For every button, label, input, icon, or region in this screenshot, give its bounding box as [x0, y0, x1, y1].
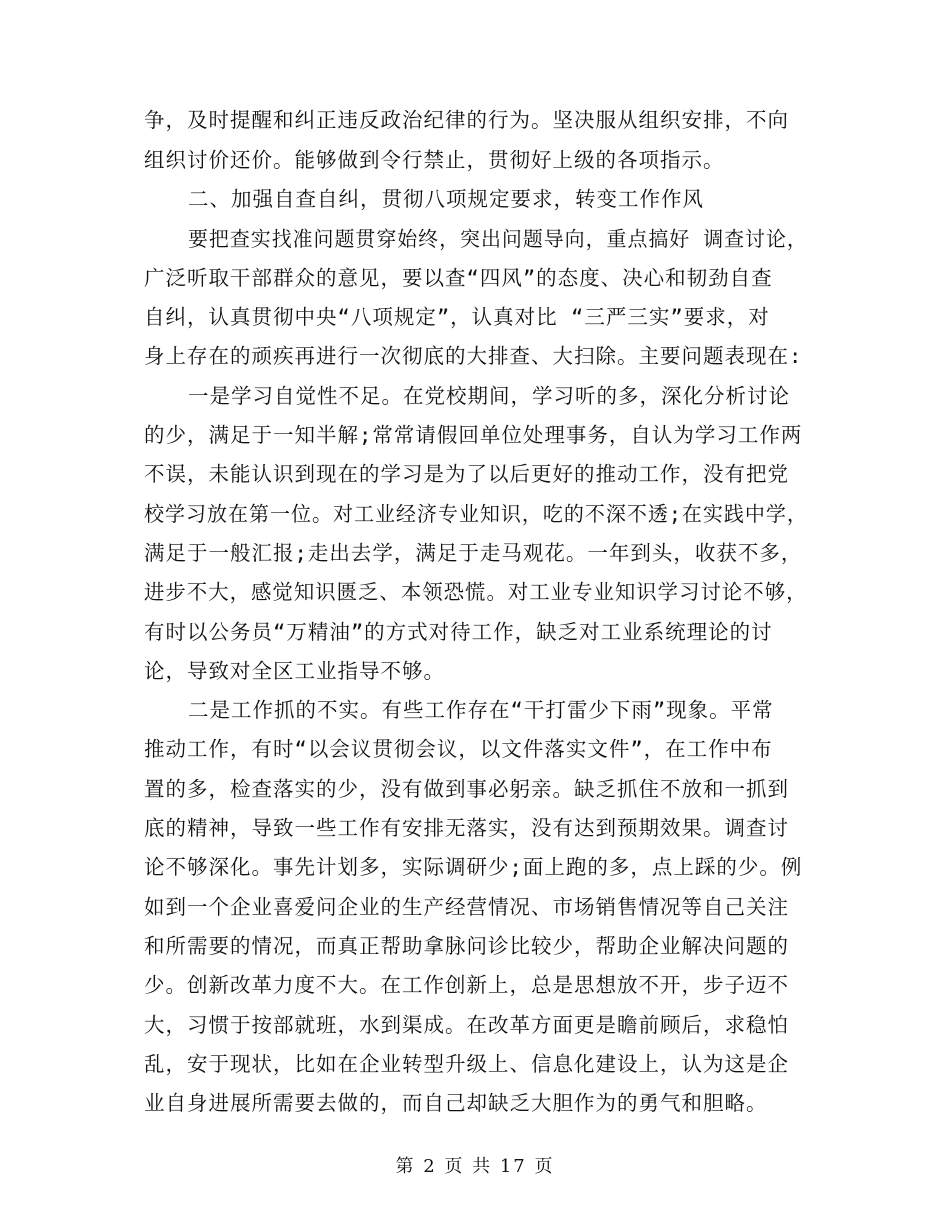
text-line: 满足于一般汇报;走出去学，满足于走马观花。一年到头，收获不多， — [144, 541, 803, 565]
text-line: 不误，未能认识到现在的学习是为了以后更好的推动工作，没有把党 — [144, 462, 789, 486]
text-line: 身上存在的顽疾再进行一次彻底的大排查、大扫除。主要问题表现在: — [144, 344, 803, 368]
text-line: 的少，满足于一知半解;常常请假回单位处理事务，自认为学习工作两 — [144, 423, 803, 447]
section-heading: 二、加强自查自纠，贯彻八项规定要求，转变工作作风 — [188, 187, 704, 211]
text-line: 二是工作抓的不实。有些工作存在“干打雷少下雨”现象。平常 — [188, 698, 774, 722]
text-line: 业自身进展所需要去做的，而自己却缺乏大胆作为的勇气和胆略。 — [144, 1091, 768, 1115]
text-line: 大，习惯于按部就班，水到渠成。在改革方面更是瞻前顾后，求稳怕 — [144, 1013, 789, 1037]
text-line: 如到一个企业喜爱问企业的生产经营情况、市场销售情况等自己关注 — [144, 895, 789, 919]
text-line: 一是学习自觉性不足。在党校期间，学习听的多，深化分析讨论 — [188, 384, 790, 408]
text-line: 校学习放在第一位。对工业经济专业知识，吃的不深不透;在实践中学， — [144, 502, 808, 526]
text-line: 有时以公务员“万精油”的方式对待工作，缺乏对工业系统理论的讨 — [144, 620, 773, 644]
text-line: 自纠，认真贯彻中央“八项规定”，认真对比 “三严三实”要求，对 — [144, 305, 770, 329]
text-line: 组织讨价还价。能够做到令行禁止，贯彻好上级的各项指示。 — [144, 148, 725, 172]
text-line: 进步不大，感觉知识匮乏、本领恐慌。对工业专业知识学习讨论不够， — [144, 580, 808, 604]
text-line: 论，导致对全区工业指导不够。 — [144, 659, 445, 683]
text-line: 置的多，检查落实的少，没有做到事必躬亲。缺乏抓住不放和一抓到 — [144, 777, 789, 801]
text-line: 要把查实找准问题贯穿始终，突出问题导向，重点搞好 调查讨论， — [188, 227, 808, 251]
text-line: 论不够深化。事先计划多，实际调研少;面上跑的多，点上踩的少。例 — [144, 855, 803, 879]
text-line: 底的精神，导致一些工作有安排无落实，没有达到预期效果。调查讨 — [144, 816, 789, 840]
text-line: 广泛听取干部群众的意见，要以查“四风”的态度、决心和韧劲自查 — [144, 266, 773, 290]
text-line: 乱，安于现状，比如在企业转型升级上、信息化建设上，认为这是企 — [144, 1052, 789, 1076]
text-line: 少。创新改革力度不大。在工作创新上，总是思想放不开，步子迈不 — [144, 973, 789, 997]
page-number-footer: 第 2 页 共 17 页 — [395, 1156, 555, 1177]
text-line: 争，及时提醒和纠正违反政治纪律的行为。坚决服从组织安排，不向 — [144, 108, 789, 132]
text-line: 推动工作，有时“以会议贯彻会议，以文件落实文件”，在工作中布 — [144, 737, 773, 761]
text-line: 和所需要的情况，而真正帮助拿脉问诊比较少，帮助企业解决问题的 — [144, 934, 789, 958]
